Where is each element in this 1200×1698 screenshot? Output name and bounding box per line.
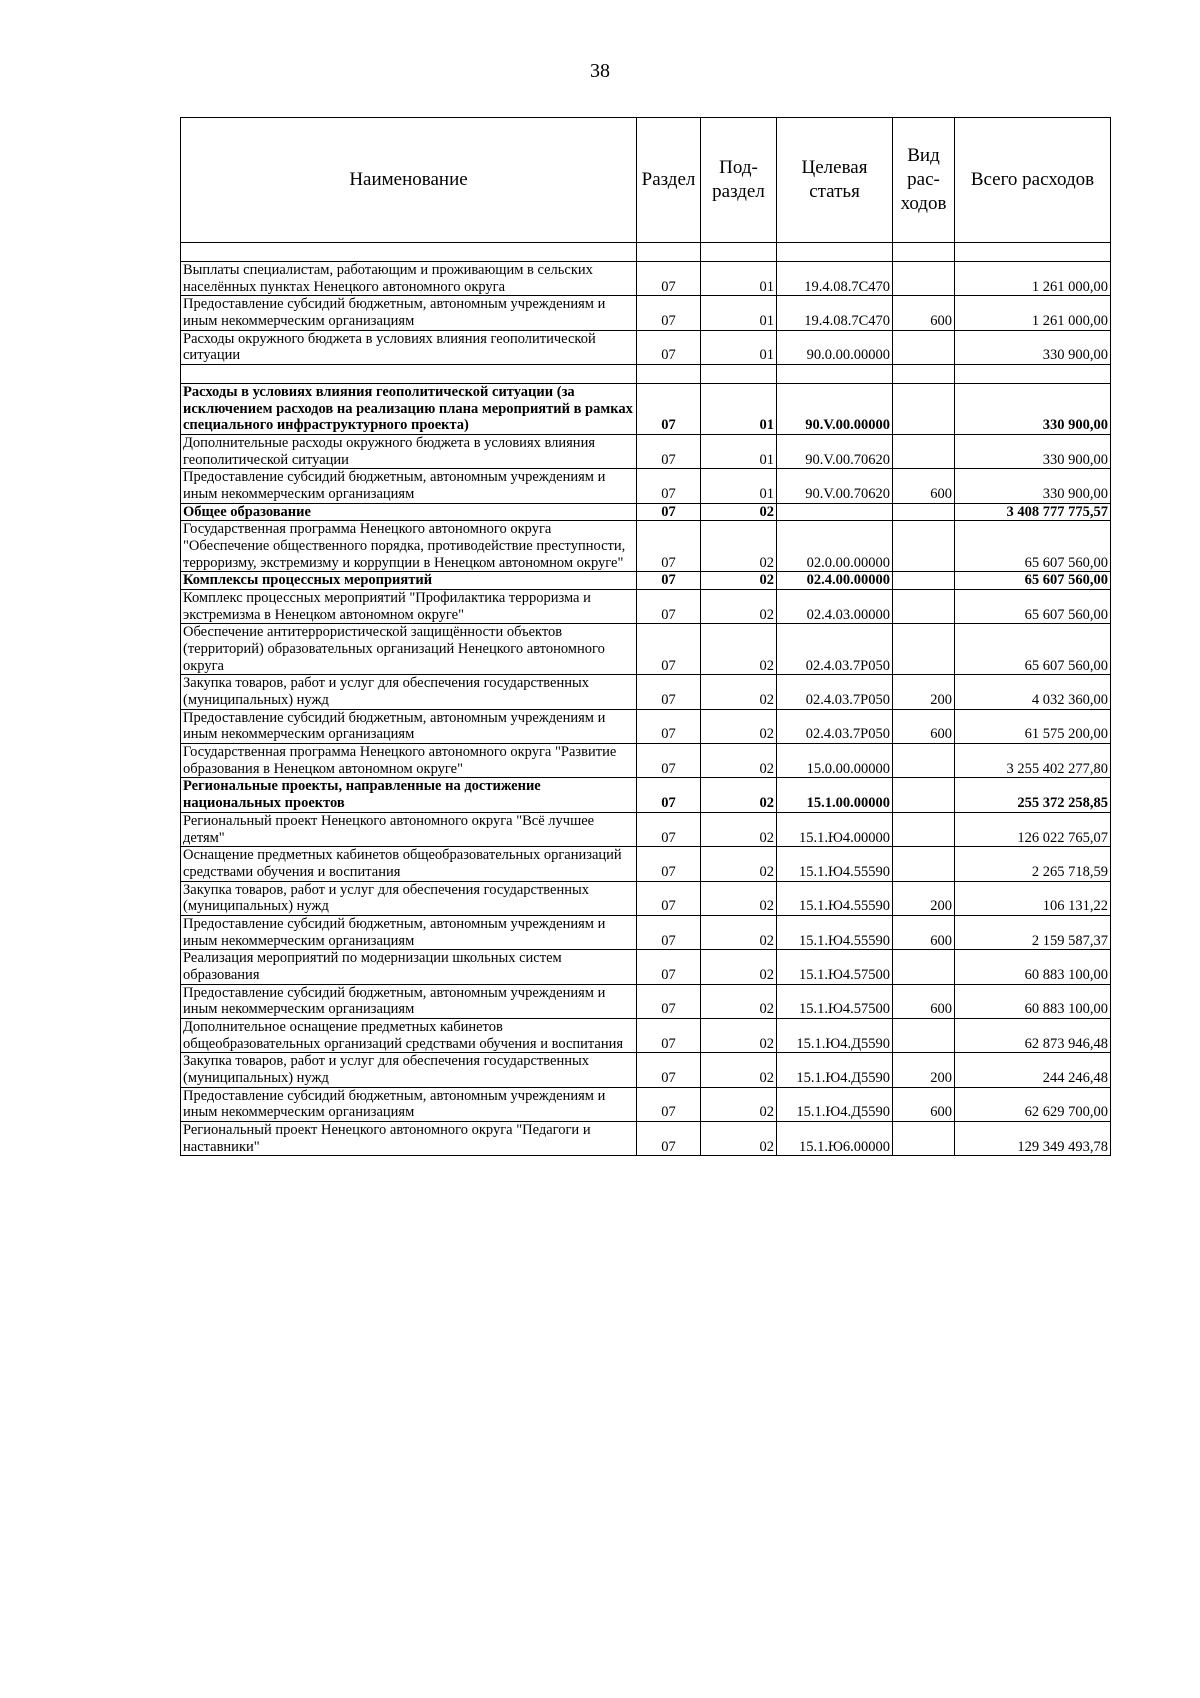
row-target-article: 02.4.03.7Р050 (777, 709, 893, 743)
row-name: Оснащение предметных кабинетов общеобразовательных организаций средствами обучения и воспитания (181, 847, 637, 881)
row-name: Региональный проект Ненецкого автономного округа "Всё лучшее детям" (181, 812, 637, 846)
row-name: Комплекс процессных мероприятий "Профилактика терроризма и экстремизма в Ненецком автономном округе" (181, 590, 637, 624)
header-expense-type: Вид рас- ходов (893, 118, 955, 243)
row-subsection: 01 (701, 384, 777, 435)
budget-table (180, 117, 1111, 1156)
table-row (181, 709, 1111, 743)
row-total: 65 607 560,00 (955, 572, 1111, 590)
row-target-article: 02.4.00.00000 (777, 572, 893, 590)
row-name: Региональные проекты, направленные на достижение национальных проектов (181, 778, 637, 812)
row-expense-type: 600 (893, 1087, 955, 1121)
row-section: 07 (637, 469, 701, 503)
row-name: Дополнительное оснащение предметных кабинетов общеобразовательных организаций средствами обучения и воспитания (181, 1018, 637, 1052)
row-target-article: 15.1.Ю4.Д5590 (777, 1053, 893, 1087)
row-total: 330 900,00 (955, 469, 1111, 503)
row-total: 3 255 402 277,80 (955, 744, 1111, 778)
row-subsection: 02 (701, 709, 777, 743)
row-total: 244 246,48 (955, 1053, 1111, 1087)
row-total: 1 261 000,00 (955, 296, 1111, 330)
table-header-row (181, 118, 1111, 243)
row-total: 60 883 100,00 (955, 950, 1111, 984)
table-row (181, 778, 1111, 812)
table-row (181, 984, 1111, 1018)
row-total: 330 900,00 (955, 384, 1111, 435)
row-section: 07 (637, 847, 701, 881)
row-total: 330 900,00 (955, 435, 1111, 469)
row-total: 330 900,00 (955, 330, 1111, 364)
row-expense-type (893, 435, 955, 469)
table-row (181, 1053, 1111, 1087)
row-total: 129 349 493,78 (955, 1121, 1111, 1155)
row-expense-type (893, 1018, 955, 1052)
row-target-article: 15.1.Ю6.00000 (777, 1121, 893, 1155)
row-section: 07 (637, 521, 701, 572)
row-expense-type (893, 330, 955, 364)
row-name: Региональный проект Ненецкого автономного округа "Педагоги и наставники" (181, 1121, 637, 1155)
row-subsection: 02 (701, 984, 777, 1018)
row-total: 4 032 360,00 (955, 675, 1111, 709)
row-target-article: 15.1.Ю4.00000 (777, 812, 893, 846)
row-section: 07 (637, 778, 701, 812)
row-total: 65 607 560,00 (955, 521, 1111, 572)
row-target-article: 90.V.00.70620 (777, 469, 893, 503)
row-subsection: 02 (701, 950, 777, 984)
row-section: 07 (637, 1018, 701, 1052)
table-row (181, 590, 1111, 624)
table-row (181, 469, 1111, 503)
row-name: Предоставление субсидий бюджетным, автономным учреждениям и иным некоммерческим организациям (181, 1087, 637, 1121)
row-subsection: 02 (701, 624, 777, 675)
row-expense-type (893, 384, 955, 435)
row-expense-type (893, 778, 955, 812)
row-name: Расходы окружного бюджета в условиях влияния геополитической ситуации (181, 330, 637, 364)
spacer-row (181, 243, 1111, 262)
row-section: 07 (637, 709, 701, 743)
row-section: 07 (637, 262, 701, 296)
table-row (181, 812, 1111, 846)
row-expense-type (893, 572, 955, 590)
row-total: 61 575 200,00 (955, 709, 1111, 743)
row-target-article: 90.V.00.00000 (777, 384, 893, 435)
row-subsection: 01 (701, 330, 777, 364)
row-expense-type (893, 744, 955, 778)
header-subsection: Под- раздел (701, 118, 777, 243)
row-name: Предоставление субсидий бюджетным, автономным учреждениям и иным некоммерческим организациям (181, 709, 637, 743)
row-name: Государственная программа Ненецкого автономного округа "Развитие образования в Ненецком автономном округе" (181, 744, 637, 778)
table-row (181, 744, 1111, 778)
header-target-article: Целевая статья (777, 118, 893, 243)
row-expense-type (893, 812, 955, 846)
row-subsection: 02 (701, 503, 777, 521)
table-row (181, 330, 1111, 364)
row-name: Закупка товаров, работ и услуг для обеспечения государственных (муниципальных) нужд (181, 881, 637, 915)
row-subsection: 02 (701, 847, 777, 881)
row-name: Предоставление субсидий бюджетным, автономным учреждениям и иным некоммерческим организациям (181, 469, 637, 503)
row-subsection: 02 (701, 590, 777, 624)
row-total: 65 607 560,00 (955, 590, 1111, 624)
table-row (181, 503, 1111, 521)
row-section: 07 (637, 503, 701, 521)
page-number: 38 (590, 60, 610, 82)
row-target-article: 02.4.03.7Р050 (777, 675, 893, 709)
row-target-article: 15.1.Ю4.57500 (777, 950, 893, 984)
row-target-article: 90.V.00.70620 (777, 435, 893, 469)
row-target-article: 02.4.03.00000 (777, 590, 893, 624)
row-section: 07 (637, 881, 701, 915)
table-row (181, 915, 1111, 949)
row-target-article: 15.1.Ю4.Д5590 (777, 1087, 893, 1121)
row-name: Предоставление субсидий бюджетным, автономным учреждениям и иным некоммерческим организациям (181, 984, 637, 1018)
table-row (181, 1087, 1111, 1121)
table-row (181, 847, 1111, 881)
row-name: Закупка товаров, работ и услуг для обеспечения государственных (муниципальных) нужд (181, 1053, 637, 1087)
row-section: 07 (637, 744, 701, 778)
row-section: 07 (637, 675, 701, 709)
row-name: Реализация мероприятий по модернизации школьных систем образования (181, 950, 637, 984)
row-total: 62 629 700,00 (955, 1087, 1111, 1121)
row-target-article: 15.1.Ю4.57500 (777, 984, 893, 1018)
row-subsection: 02 (701, 1121, 777, 1155)
row-name: Выплаты специалистам, работающим и проживающим в сельских населённых пунктах Ненецкого автономного округа (181, 262, 637, 296)
row-section: 07 (637, 624, 701, 675)
row-name: Дополнительные расходы окружного бюджета в условиях влияния геополитической ситуации (181, 435, 637, 469)
row-expense-type: 600 (893, 709, 955, 743)
row-target-article (777, 503, 893, 521)
row-expense-type: 600 (893, 296, 955, 330)
header-name: Наименование (181, 118, 637, 243)
row-section: 07 (637, 812, 701, 846)
row-name: Обеспечение антитеррористической защищённости объектов (территорий) образовательных организаций Ненецкого автономного округа (181, 624, 637, 675)
row-expense-type: 200 (893, 675, 955, 709)
row-target-article: 02.4.03.7Р050 (777, 624, 893, 675)
row-subsection: 02 (701, 675, 777, 709)
row-target-article: 15.1.Ю4.Д5590 (777, 1018, 893, 1052)
row-subsection: 02 (701, 915, 777, 949)
row-name: Государственная программа Ненецкого автономного округа "Обеспечение общественного порядка, противодействие преступности, терроризму, экстремизму и коррупции в Ненецком автономном округе" (181, 521, 637, 572)
row-subsection: 01 (701, 262, 777, 296)
row-section: 07 (637, 590, 701, 624)
row-section: 07 (637, 572, 701, 590)
row-total: 60 883 100,00 (955, 984, 1111, 1018)
row-section: 07 (637, 950, 701, 984)
row-name: Расходы в условиях влияния геополитической ситуации (за исключением расходов на реализацию плана мероприятий в рамках специального инфраструктурного проекта) (181, 384, 637, 435)
row-name: Закупка товаров, работ и услуг для обеспечения государственных (муниципальных) нужд (181, 675, 637, 709)
row-target-article: 90.0.00.00000 (777, 330, 893, 364)
header-section: Раздел (637, 118, 701, 243)
table-row (181, 384, 1111, 435)
row-expense-type: 600 (893, 469, 955, 503)
row-total: 106 131,22 (955, 881, 1111, 915)
table-row (181, 296, 1111, 330)
table-row (181, 1121, 1111, 1155)
row-section: 07 (637, 435, 701, 469)
row-subsection: 02 (701, 1053, 777, 1087)
table-row (181, 521, 1111, 572)
row-section: 07 (637, 330, 701, 364)
row-section: 07 (637, 1121, 701, 1155)
row-subsection: 02 (701, 744, 777, 778)
row-total: 65 607 560,00 (955, 624, 1111, 675)
row-expense-type (893, 847, 955, 881)
row-subsection: 02 (701, 521, 777, 572)
row-subsection: 02 (701, 812, 777, 846)
row-target-article: 15.0.00.00000 (777, 744, 893, 778)
table-row (181, 1018, 1111, 1052)
row-target-article: 15.1.Ю4.55590 (777, 915, 893, 949)
row-section: 07 (637, 384, 701, 435)
row-subsection: 02 (701, 1087, 777, 1121)
row-expense-type: 200 (893, 881, 955, 915)
row-name: Предоставление субсидий бюджетным, автономным учреждениям и иным некоммерческим организациям (181, 296, 637, 330)
row-target-article: 02.0.00.00000 (777, 521, 893, 572)
row-total: 3 408 777 775,57 (955, 503, 1111, 521)
row-total: 1 261 000,00 (955, 262, 1111, 296)
row-subsection: 01 (701, 296, 777, 330)
table-row (181, 950, 1111, 984)
row-total: 2 159 587,37 (955, 915, 1111, 949)
row-expense-type: 200 (893, 1053, 955, 1087)
row-expense-type (893, 590, 955, 624)
row-name: Предоставление субсидий бюджетным, автономным учреждениям и иным некоммерческим организациям (181, 915, 637, 949)
table-row (181, 572, 1111, 590)
row-expense-type (893, 950, 955, 984)
row-subsection: 02 (701, 1018, 777, 1052)
table-row (181, 262, 1111, 296)
row-section: 07 (637, 1087, 701, 1121)
row-total: 255 372 258,85 (955, 778, 1111, 812)
row-expense-type: 600 (893, 915, 955, 949)
header-total: Всего расходов (955, 118, 1111, 243)
row-expense-type: 600 (893, 984, 955, 1018)
row-expense-type (893, 624, 955, 675)
row-section: 07 (637, 296, 701, 330)
row-target-article: 15.1.Ю4.55590 (777, 881, 893, 915)
row-section: 07 (637, 915, 701, 949)
row-name: Общее образование (181, 503, 637, 521)
row-target-article: 19.4.08.7С470 (777, 262, 893, 296)
row-expense-type (893, 262, 955, 296)
row-subsection: 02 (701, 572, 777, 590)
row-subsection: 02 (701, 778, 777, 812)
row-total: 126 022 765,07 (955, 812, 1111, 846)
row-total: 62 873 946,48 (955, 1018, 1111, 1052)
table-row (181, 435, 1111, 469)
row-target-article: 15.1.00.00000 (777, 778, 893, 812)
row-subsection: 01 (701, 435, 777, 469)
row-total: 2 265 718,59 (955, 847, 1111, 881)
table-row (181, 881, 1111, 915)
row-subsection: 01 (701, 469, 777, 503)
row-name: Комплексы процессных мероприятий (181, 572, 637, 590)
row-section: 07 (637, 1053, 701, 1087)
row-target-article: 15.1.Ю4.55590 (777, 847, 893, 881)
row-expense-type (893, 503, 955, 521)
row-expense-type (893, 521, 955, 572)
spacer-row (181, 365, 1111, 384)
table-row (181, 675, 1111, 709)
row-target-article: 19.4.08.7С470 (777, 296, 893, 330)
row-subsection: 02 (701, 881, 777, 915)
row-expense-type (893, 1121, 955, 1155)
row-section: 07 (637, 984, 701, 1018)
table-row (181, 624, 1111, 675)
